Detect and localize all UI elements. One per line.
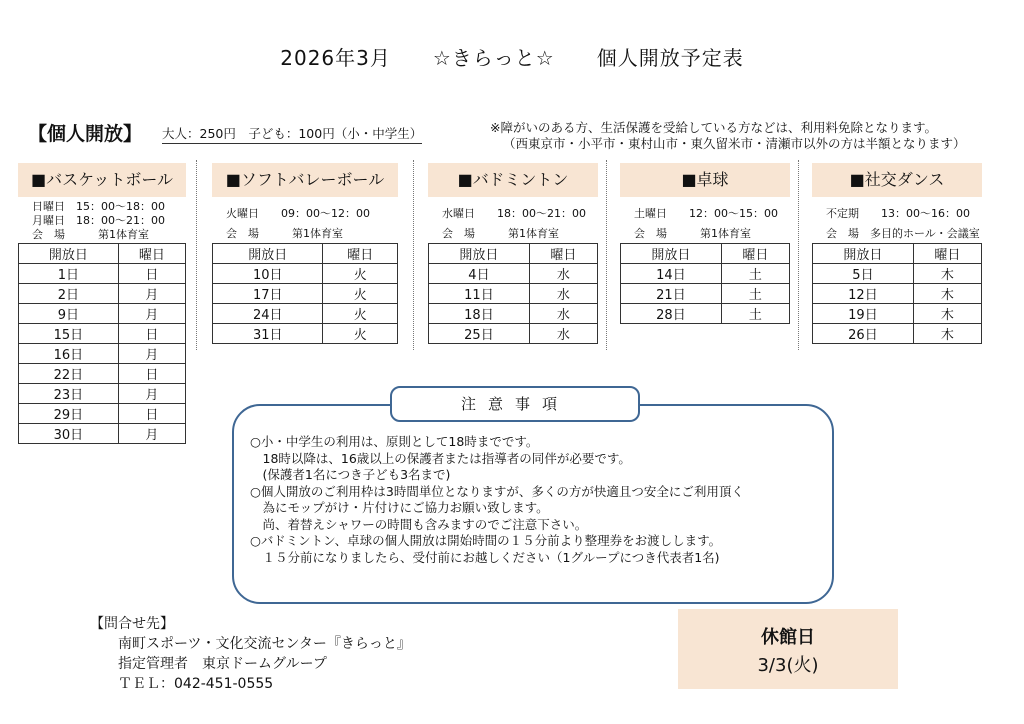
table-row: 9日 月 bbox=[19, 304, 186, 324]
table-row: 19日 木 bbox=[813, 304, 982, 324]
closed-day-label: 休館日 bbox=[761, 627, 815, 648]
table-row: 2日 月 bbox=[19, 284, 186, 304]
badminton-header: ■バドミントン bbox=[428, 163, 598, 197]
table-row: 16日 月 bbox=[19, 344, 186, 364]
fee-note-2: （西東京市・小平市・東村山市・東久留米市・清瀬市以外の方は半額となります） bbox=[503, 136, 966, 151]
col-header-date: 開放日 bbox=[813, 244, 914, 264]
table-row: 22日 日 bbox=[19, 364, 186, 384]
notice-title: 注意事項 bbox=[390, 386, 640, 422]
table-row: 23日 月 bbox=[19, 384, 186, 404]
table-row: 25日 水 bbox=[429, 324, 598, 344]
table-row: 21日 土 bbox=[621, 284, 790, 304]
column-divider bbox=[798, 160, 799, 350]
col-header-date: 開放日 bbox=[429, 244, 530, 264]
badminton-table bbox=[428, 243, 598, 344]
table-row: 14日 土 bbox=[621, 264, 790, 284]
page-title: 2026年3月 ☆きらっと☆ 個人開放予定表 bbox=[280, 46, 744, 70]
table-row: 17日 火 bbox=[213, 284, 398, 304]
contact-info: 【問合せ先】 南町スポーツ・文化交流センター『きらっと』 指定管理者 東京ドームグループ ＴＥＬ：042-451-0555 bbox=[90, 616, 411, 692]
table-row: 1日 日 bbox=[19, 264, 186, 284]
table-row: 31日 火 bbox=[213, 324, 398, 344]
col-header-day: 曜日 bbox=[913, 244, 981, 264]
basketball-info: 日曜日 15：00～18：00 月曜日 18：00～21：00 会 場 第1体育室 bbox=[32, 200, 165, 241]
col-header-date: 開放日 bbox=[19, 244, 119, 264]
badminton-info: 水曜日 18：00～21：00 会 場 第1体育室 bbox=[442, 207, 586, 240]
col-header-day: 曜日 bbox=[323, 244, 398, 264]
table-row: 24日 火 bbox=[213, 304, 398, 324]
fee-text: 大人：250円 子ども：100円（小・中学生） bbox=[162, 124, 422, 144]
socialdance-table bbox=[812, 243, 982, 344]
softvolleyball-info: 火曜日 09：00～12：00 会 場 第1体育室 bbox=[226, 207, 370, 240]
table-row: 28日 土 bbox=[621, 304, 790, 324]
tabletennis-info: 土曜日 12：00～15：00 会 場 第1体育室 bbox=[634, 207, 778, 240]
notice-text: ○小・中学生の利用は、原則として18時までです。 18時以降は、16歳以上の保護者または指導者の同伴が必要です。 (保護者1名につき子ども3名まで) ○個人開放のご利用枠は3時間単位となりますが、多くの方が快適且つ安全にご利用頂く 為にモップがけ・片付けにご協力お願い致します。 尚、着替えシャワーの時間も含みますのでご注意下さい。 ○バドミントン、卓球の個人開放は開始時間の１５分前より整理券をお渡しします。 １５分前になりましたら、受付前にお越しください（1グループにつき代表者1名) bbox=[250, 434, 744, 565]
column-divider bbox=[606, 160, 607, 350]
table-row: 29日 日 bbox=[19, 404, 186, 424]
closed-day-box bbox=[678, 609, 898, 689]
basketball-table bbox=[18, 243, 186, 444]
tabletennis-table bbox=[620, 243, 790, 324]
table-row: 10日 火 bbox=[213, 264, 398, 284]
col-header-date: 開放日 bbox=[213, 244, 323, 264]
table-row: 11日 水 bbox=[429, 284, 598, 304]
table-row: 18日 水 bbox=[429, 304, 598, 324]
socialdance-info: 不定期 13：00～16：00 会 場 多目的ホール・会議室 bbox=[826, 207, 980, 240]
table-row: 12日 木 bbox=[813, 284, 982, 304]
table-row: 5日 木 bbox=[813, 264, 982, 284]
socialdance-header: ■社交ダンス bbox=[812, 163, 982, 197]
table-row: 15日 日 bbox=[19, 324, 186, 344]
table-row: 30日 月 bbox=[19, 424, 186, 444]
column-divider bbox=[413, 160, 414, 350]
col-header-day: 曜日 bbox=[529, 244, 597, 264]
softvolleyball-table bbox=[212, 243, 398, 344]
col-header-date: 開放日 bbox=[621, 244, 722, 264]
column-divider bbox=[196, 160, 197, 350]
tabletennis-header: ■卓球 bbox=[620, 163, 790, 197]
table-row: 4日 水 bbox=[429, 264, 598, 284]
contact-heading: 【問合せ先】 bbox=[90, 616, 174, 632]
closed-day-date: 3/3(火) bbox=[757, 655, 819, 676]
basketball-header: ■バスケットボール bbox=[18, 163, 186, 197]
col-header-day: 曜日 bbox=[721, 244, 789, 264]
softvolleyball-header: ■ソフトバレーボール bbox=[212, 163, 398, 197]
table-row: 26日 木 bbox=[813, 324, 982, 344]
section-label: 【個人開放】 bbox=[28, 123, 143, 145]
col-header-day: 曜日 bbox=[118, 244, 185, 264]
fee-note-1: ※障がいのある方、生活保護を受給している方などは、利用料免除となります。 bbox=[490, 120, 937, 135]
